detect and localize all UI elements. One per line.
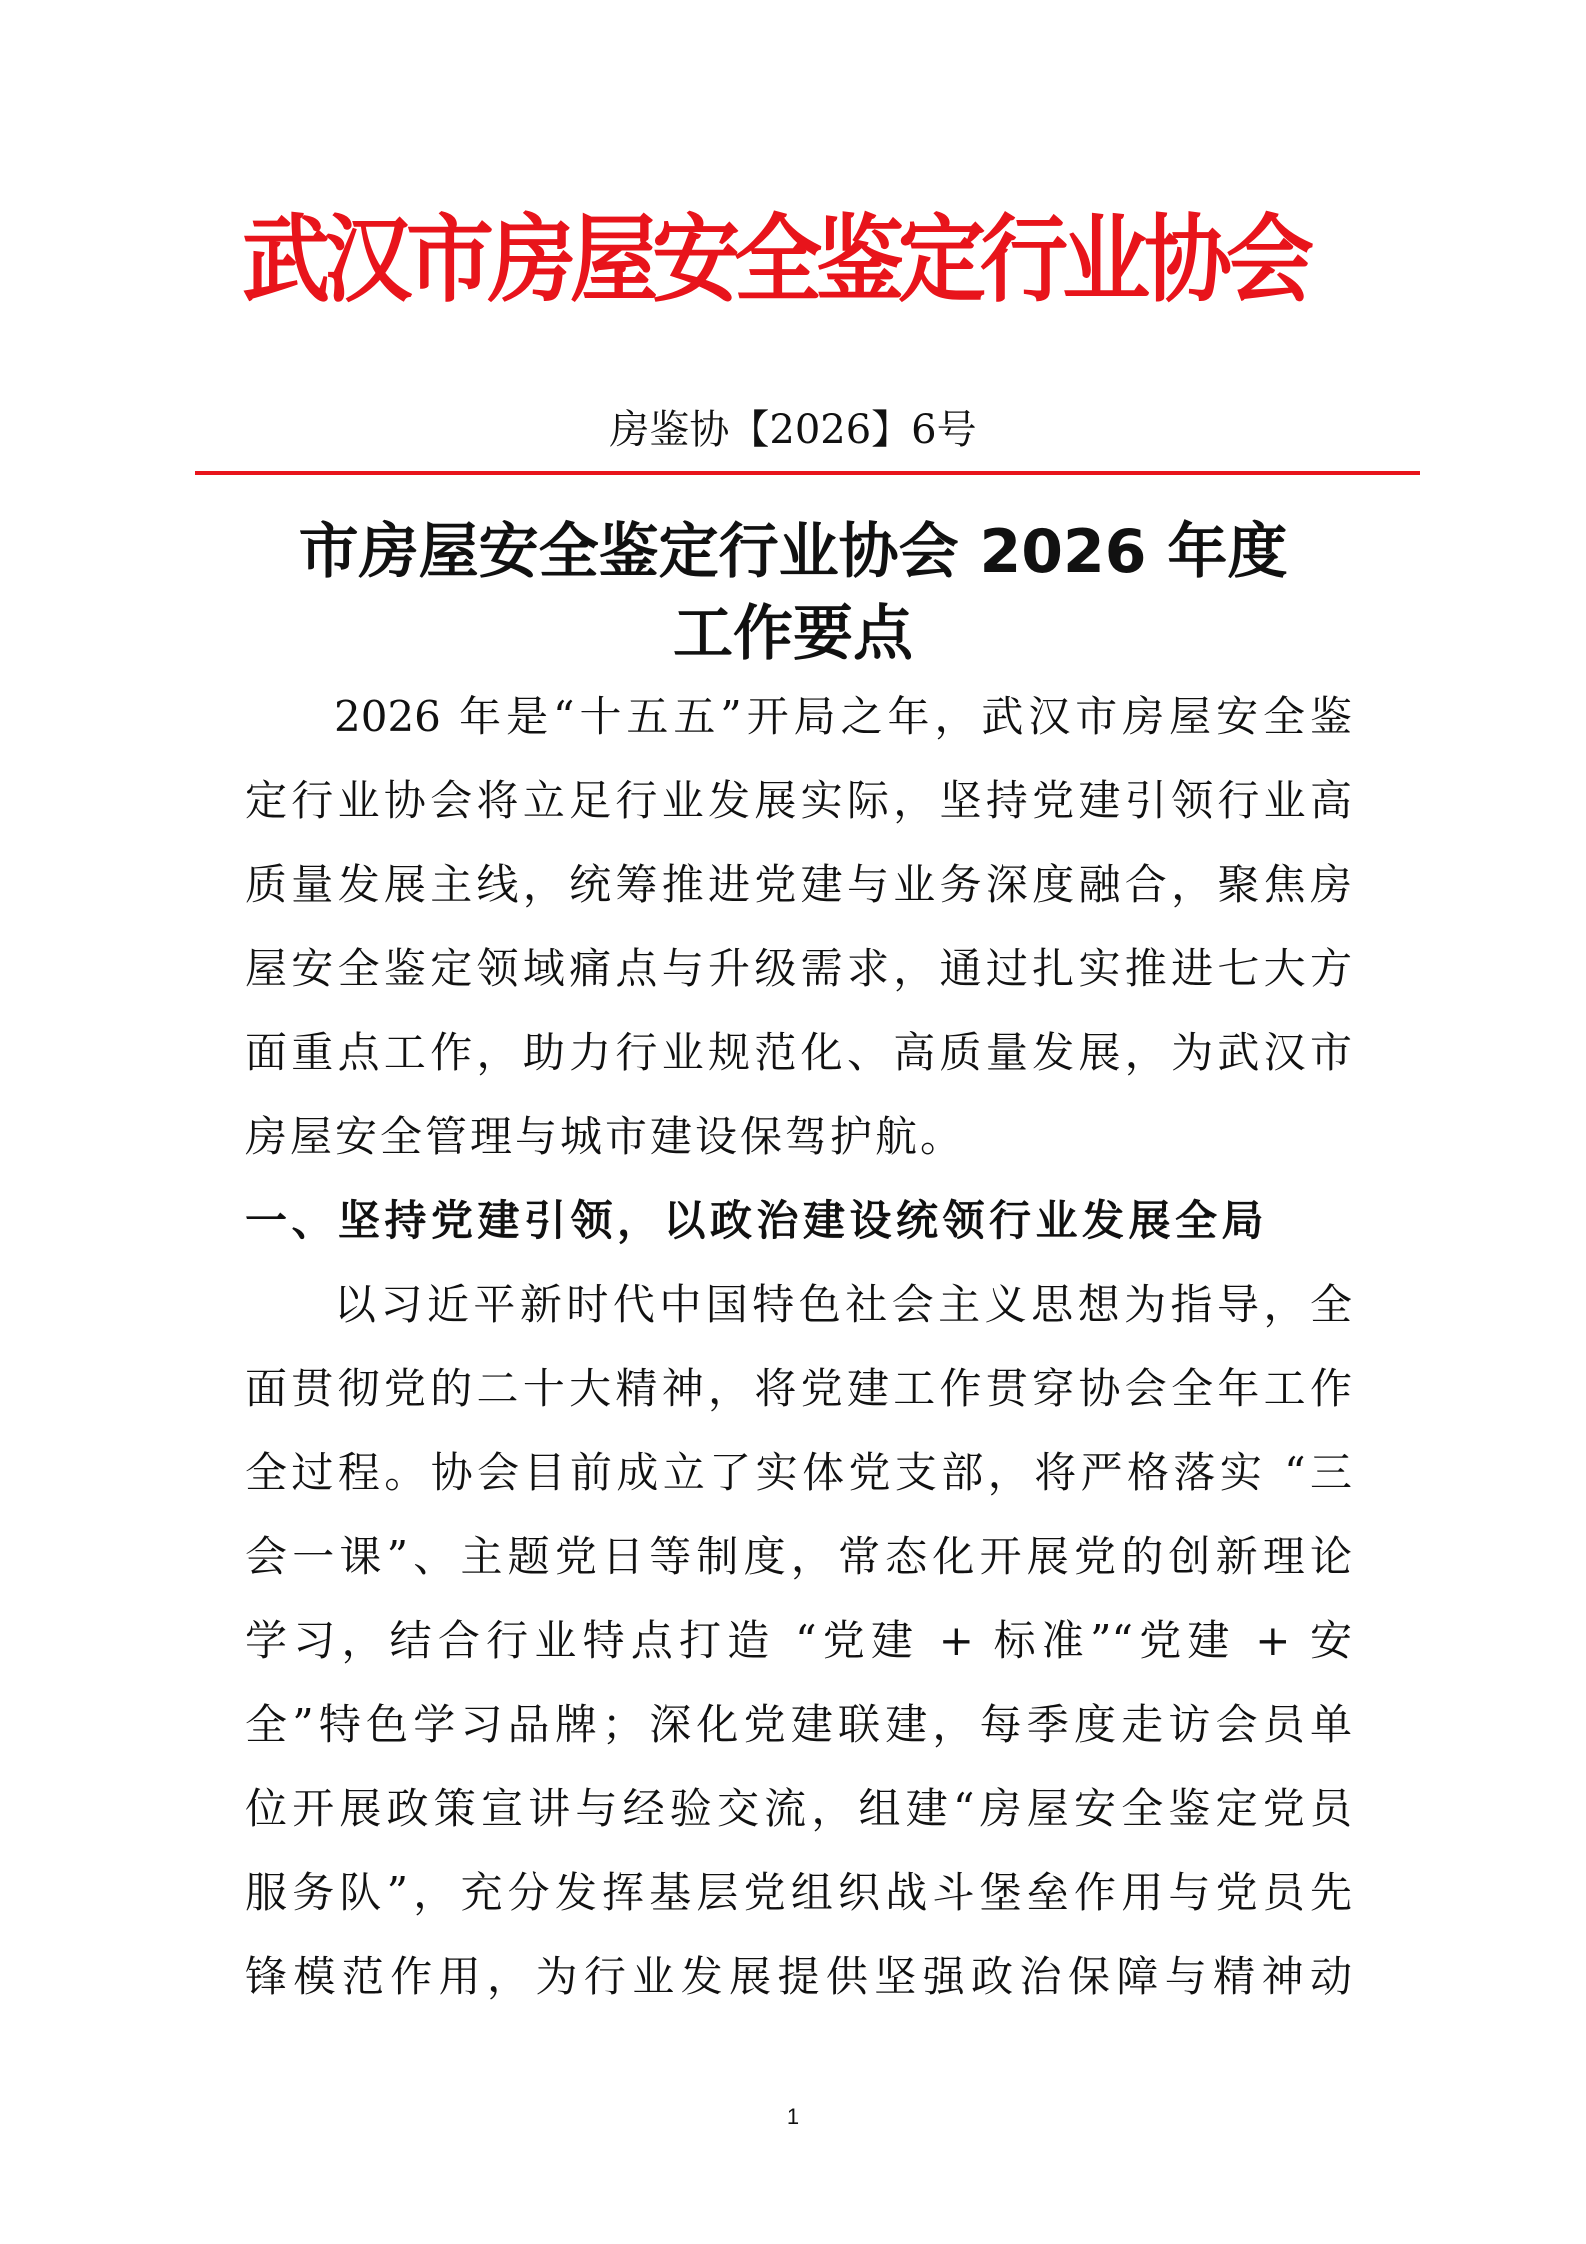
paragraph-line: 屋安全鉴定领域痛点与升级需求，通过扎实推进七大方	[245, 944, 1352, 993]
document-title-line-2: 工作要点	[673, 599, 913, 669]
paragraph-line: 学习，结合行业特点打造 “党建 + 标准”“党建 + 安	[245, 1616, 1352, 1665]
paragraph-line: 2026 年是“十五五”开局之年，武汉市房屋安全鉴	[334, 692, 1352, 741]
paragraph-line: 锋模范作用，为行业发展提供坚强政治保障与精神动	[245, 1952, 1352, 2001]
section-1-heading: 一、坚持党建引领，以政治建设统领行业发展全局	[245, 1196, 1269, 1245]
paragraph-line: 以习近平新时代中国特色社会主义思想为指导，全	[334, 1280, 1352, 1329]
org-header-title: 武汉市房屋安全鉴定行业协会	[242, 203, 1309, 316]
intro-paragraph	[245, 675, 1352, 1179]
paragraph-line: 服务队”，充分发挥基层党组织战斗堡垒作用与党员先	[245, 1868, 1352, 1917]
paragraph-line: 房屋安全管理与城市建设保驾护航。	[245, 1112, 966, 1161]
page-number: 1	[786, 2104, 800, 2129]
document-title-line-1: 市房屋安全鉴定行业协会 2026 年度	[298, 517, 1288, 587]
paragraph-line: 全”特色学习品牌；深化党建联建，每季度走访会员单	[245, 1700, 1352, 1749]
paragraph-line: 全过程。协会目前成立了实体党支部，将严格落实 “三	[245, 1448, 1352, 1497]
paragraph-line: 会一课”、主题党日等制度，常态化开展党的创新理论	[245, 1532, 1352, 1581]
section-1-paragraph	[245, 1263, 1352, 2019]
paragraph-line: 面贯彻党的二十大精神，将党建工作贯穿协会全年工作	[245, 1364, 1352, 1413]
document-body	[245, 675, 1352, 2019]
paragraph-line: 面重点工作，助力行业规范化、高质量发展，为武汉市	[245, 1028, 1352, 1077]
paragraph-line: 质量发展主线，统筹推进党建与业务深度融合，聚焦房	[245, 860, 1352, 909]
paragraph-line: 定行业协会将立足行业发展实际，坚持党建引领行业高	[245, 776, 1352, 825]
paragraph-line: 位开展政策宣讲与经验交流，组建“房屋安全鉴定党员	[245, 1784, 1352, 1833]
red-divider	[195, 471, 1420, 475]
document-number: 房鉴协【2026】6号	[609, 407, 977, 453]
